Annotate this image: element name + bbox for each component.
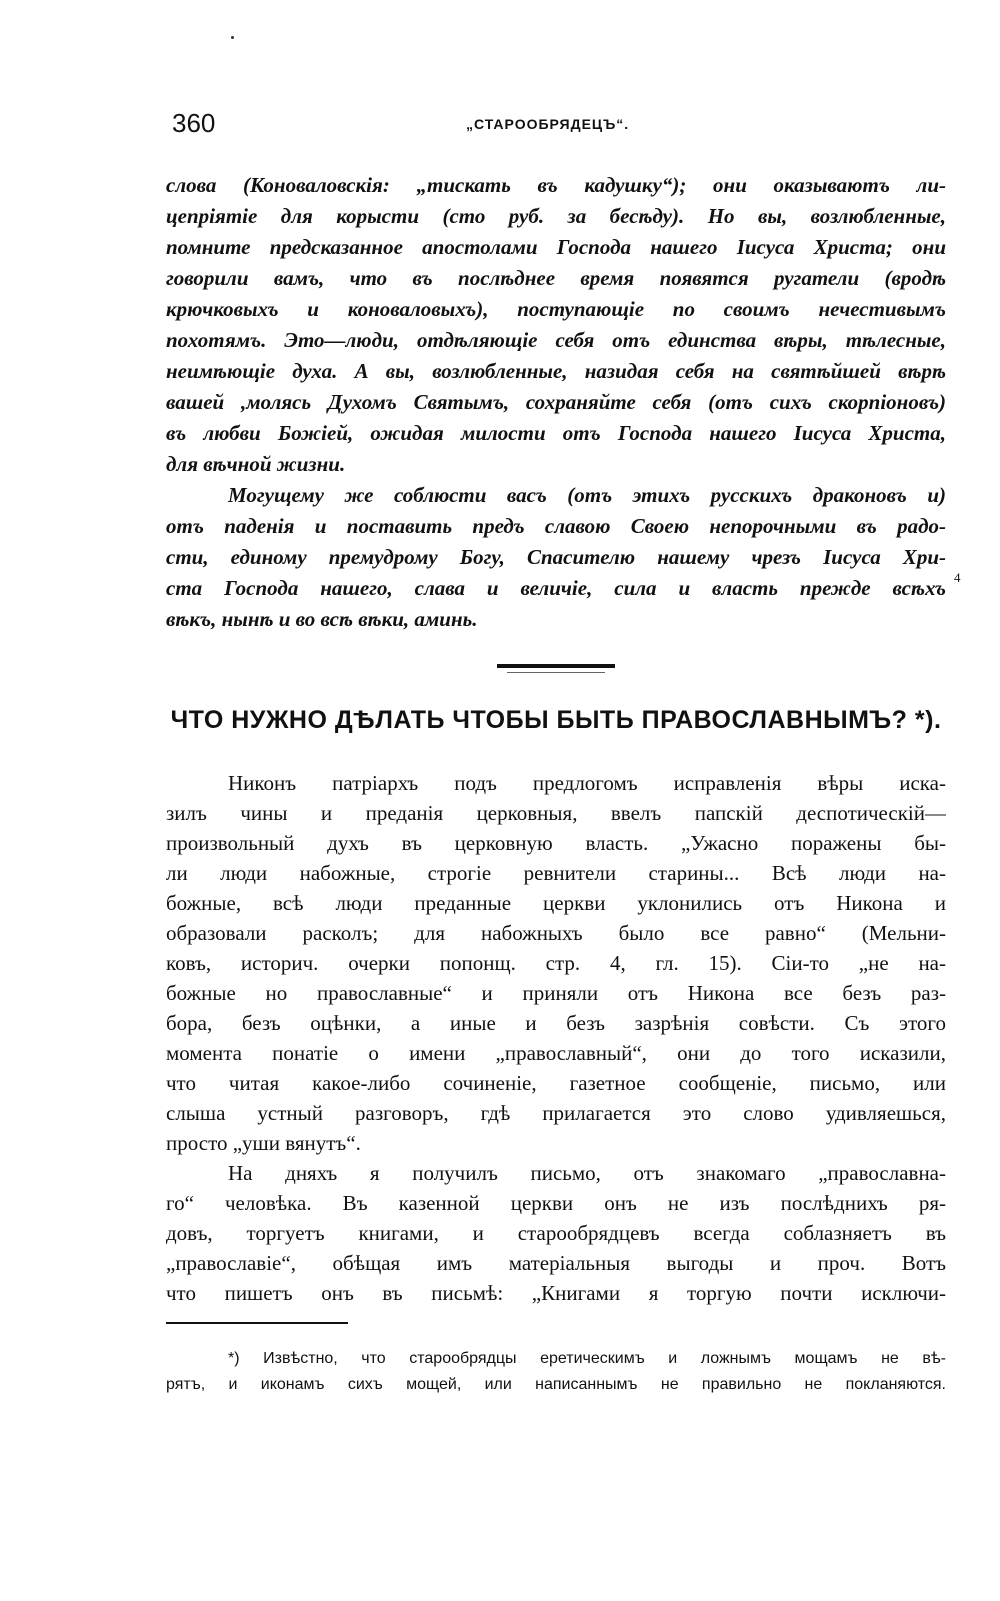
text-line: бора, безъ оцѣнки, а иные и безъ зазрѣнія совѣсти. Съ этого: [166, 1011, 946, 1035]
text-line: божные, всѣ люди преданные церкви уклонились отъ Никона и: [166, 891, 946, 915]
text-line: слова (Коноваловскія: „тискать въ кадушку“); они оказываютъ ли-: [166, 173, 946, 197]
text-line: отъ паденія и поставить предъ славою Своею непорочными въ радо-: [166, 514, 946, 538]
text-line: Никонъ патріархъ подъ предлогомъ исправленія вѣры иска-: [228, 771, 946, 795]
text-line: слыша устный разговоръ, гдѣ прилагается это слово удивляешься,: [166, 1101, 946, 1125]
text-line: ста Господа нашего, слава и величіе, сила и власть прежде всѣхъ: [166, 576, 946, 600]
text-line: момента понатіе о имени „православный“, они до того исказили,: [166, 1041, 946, 1065]
text-line: похотямъ. Это—люди, отдѣляющіе себя отъ единства вѣры, тѣлесные,: [166, 328, 946, 352]
text-line: ли люди набожные, строгіе ревнители старины... Всѣ люди на-: [166, 861, 946, 885]
text-line: цепріятіе для корысти (сто руб. за бесѣду). Но вы, возлюбленные,: [166, 204, 946, 228]
text-line: что читая какое-либо сочиненіе, газетное сообщеніе, письмо, или: [166, 1071, 946, 1095]
text-line: довъ, торгуетъ книгами, и старообрядцевъ всегда соблазняетъ въ: [166, 1221, 946, 1245]
text-line: Могущему же соблюсти васъ (отъ этихъ русскихъ драконовъ и): [228, 483, 946, 507]
ink-dot: [231, 36, 234, 39]
running-title: „СТАРООБРЯДЕЦЪ“.: [466, 116, 630, 132]
continued-quotation: [166, 170, 946, 635]
text-line: что пишетъ онъ въ письмѣ: „Книгами я торгую почти исключи-: [166, 1281, 946, 1305]
page-number: 360: [172, 108, 216, 138]
text-line: зилъ чины и преданія церковныя, ввелъ папскій деспотическій—: [166, 801, 946, 825]
text-line: произвольный духъ въ церковную власть. „Ужасно поражены бы-: [166, 831, 946, 855]
text-line: „православіе“, обѣщая имъ матеріальныя выгоды и проч. Вотъ: [166, 1251, 946, 1275]
text-line: ковъ, историч. очерки попонщ. стр. 4, гл. 15). Сіи-то „не на-: [166, 951, 946, 975]
text-line: для вѣчной жизни.: [166, 452, 346, 476]
margin-mark: 4: [954, 570, 961, 585]
text-line: вѣкъ, нынѣ и во всѣ вѣки, аминь.: [166, 607, 478, 631]
text-line: помните предсказанное апостолами Господа нашего Іисуса Христа; они: [166, 235, 946, 259]
text-line: говорили вамъ, что въ послѣднее время появятся ругатели (вродѣ: [166, 266, 946, 290]
article-title: ЧТО НУЖНО ДѢЛАТЬ ЧТОБЫ БЫТЬ ПРАВОСЛАВНЫМЪ? *).: [170, 706, 942, 734]
text-line: вашей ,молясь Духомъ Святымъ, сохраняйте себя (отъ сихъ скорпіоновъ): [166, 390, 946, 414]
section-divider-thin: [507, 672, 605, 673]
footnote-rule: [166, 1322, 348, 1324]
text-line: образовали расколъ; для набожныхъ было все равно“ (Мельни-: [166, 921, 946, 945]
text-line: го“ человѣка. Въ казенной церкви онъ не изъ послѣднихъ ря-: [166, 1191, 946, 1215]
footnote-line: *) Извѣстно, что старообрядцы еретическимъ и ложнымъ мощамъ не вѣ-: [228, 1350, 946, 1367]
footnote: [166, 1346, 946, 1398]
text-line: крючковыхъ и коноваловыхъ), поступающіе по своимъ нечестивымъ: [166, 297, 946, 321]
text-line: сти, единому премудрому Богу, Спасителю нашему чрезъ Іисуса Хри-: [166, 545, 946, 569]
article-body: [166, 768, 946, 1308]
text-line: въ любви Божіей, ожидая милости отъ Господа нашего Іисуса Христа,: [166, 421, 946, 445]
text-line: просто „уши вянутъ“.: [166, 1131, 361, 1155]
footnote-line: рятъ, и иконамъ сихъ мощей, или написаннымъ не правильно не покланяются.: [166, 1376, 946, 1393]
section-divider: [497, 664, 615, 668]
text-line: На дняхъ я получилъ письмо, отъ знакомаго „православна-: [228, 1161, 946, 1185]
text-line: неимѣющіе духа. А вы, возлюбленные, назидая себя на святѣйшей вѣрѣ: [166, 359, 946, 383]
text-line: божные но православные“ и приняли отъ Никона все безъ раз-: [166, 981, 946, 1005]
